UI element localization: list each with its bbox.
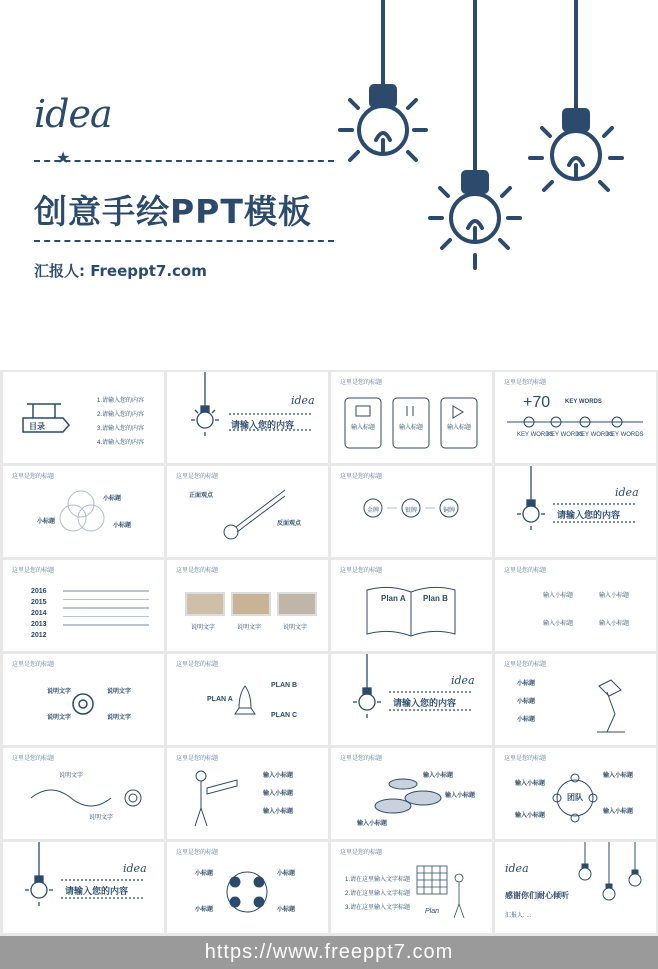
menu-item: 3.请输入您的内容 <box>97 426 145 432</box>
photo-cat-3 <box>277 592 317 616</box>
cover-slide <box>0 0 658 370</box>
keyword-title: KEY WORDS <box>565 399 602 405</box>
slide-thumb-21[interactable] <box>3 842 164 933</box>
slide-thumb-16[interactable] <box>495 654 656 745</box>
subtitle-label: 输入小标题 <box>357 821 388 827</box>
year-label: 2014 <box>31 610 47 617</box>
year-label: 2016 <box>31 588 47 595</box>
photo-caption: 说明文字 <box>237 625 262 631</box>
venn-diagram <box>3 466 164 557</box>
slide-thumb-24[interactable] <box>495 842 656 933</box>
cover-title: 创意手绘PPT模板 <box>34 192 312 231</box>
list-item: 2.请在这里输入文字标题 <box>345 891 411 897</box>
subtitle-label: 输入小标题 <box>263 809 294 815</box>
desc-label: 说明文字 <box>89 815 114 821</box>
photo-cat-1 <box>185 592 225 616</box>
keyword: KEY WORDS <box>607 432 644 438</box>
team-label: 团队 <box>567 793 583 802</box>
year-label: 2015 <box>31 599 47 606</box>
reporter-text: 汇报人: Freeppt7.com <box>34 262 207 280</box>
slide-title: 这里是您的标题 <box>176 474 219 480</box>
venn-label: 小标题 <box>113 523 132 529</box>
subtitle-label: 输入小标题 <box>603 809 634 815</box>
medal-label: 金牌 <box>367 508 380 514</box>
reporter-text: 汇报人: ... <box>505 913 532 919</box>
slide-text: 请输入您的内容 <box>231 420 295 430</box>
slide-thumb-5[interactable] <box>3 466 164 557</box>
menu-item: 2.请输入您的内容 <box>97 412 145 418</box>
slide-title: 这里是您的标题 <box>340 568 383 574</box>
slide-thumb-7[interactable] <box>331 466 492 557</box>
keyword: KEY WORDS <box>547 432 584 438</box>
plan-label: Plan <box>425 908 440 915</box>
slide-title: 这里是您的标题 <box>176 756 219 762</box>
slide-title: 这里是您的标题 <box>176 850 219 856</box>
desc-label: 说明文字 <box>47 689 72 695</box>
venn-label: 小标题 <box>103 496 122 502</box>
desc-label: 说明文字 <box>59 773 84 779</box>
slide-thumb-15[interactable] <box>331 654 492 745</box>
plan-label: Plan B <box>423 594 448 603</box>
path-target-illustration <box>3 748 164 839</box>
rocket-icon <box>167 654 328 745</box>
slide-thumb-18[interactable] <box>167 748 328 839</box>
subtitle-label: 输入小标题 <box>543 593 574 599</box>
slide-title: 这里是您的标题 <box>504 756 547 762</box>
photo-caption: 说明文字 <box>283 625 308 631</box>
subtitle-label: 小标题 <box>517 681 536 687</box>
slide-thumb-1[interactable] <box>3 372 164 463</box>
slide-thumb-10[interactable] <box>167 560 328 651</box>
subtitle-label: 输入小标题 <box>445 793 476 799</box>
slide-title: 这里是您的标题 <box>12 474 55 480</box>
slide-thumb-17[interactable] <box>3 748 164 839</box>
subtitle-label: 小标题 <box>517 699 536 705</box>
subtitle-label: 输入小标题 <box>543 621 574 627</box>
book-illustration <box>331 560 492 651</box>
subtitle-label: 输入小标题 <box>263 773 294 779</box>
viewpoint-label: 正面观点 <box>189 493 214 499</box>
year-label: 2012 <box>31 632 47 639</box>
subtitle-label: 输入小标题 <box>599 593 630 599</box>
footer-url[interactable]: https://www.freeppt7.com <box>204 941 454 963</box>
star-icon: ★ <box>56 150 71 167</box>
slide-title: 这里是您的标题 <box>12 568 55 574</box>
slide-thumb-9[interactable] <box>3 560 164 651</box>
slide-thumb-8[interactable] <box>495 466 656 557</box>
menu-item: 4.请输入您的内容 <box>97 440 145 446</box>
idea-logo: idea <box>615 486 639 499</box>
slide-title: 这里是您的标题 <box>176 568 219 574</box>
menu-label: 目录 <box>29 422 45 431</box>
plan-label: PLAN C <box>271 712 298 719</box>
subtitle-label: 小标题 <box>277 871 296 877</box>
watermark-footer <box>0 936 658 969</box>
thanks-text: 感谢你们耐心倾听 <box>505 891 569 900</box>
slide-thumb-12[interactable] <box>495 560 656 651</box>
idea-logo: idea <box>505 862 529 875</box>
plan-label: PLAN B <box>271 682 298 689</box>
subtitle-label: 输入小标题 <box>515 813 546 819</box>
desc-label: 说明文字 <box>107 715 132 721</box>
plan-label: Plan A <box>381 594 406 603</box>
slide-thumb-13[interactable] <box>3 654 164 745</box>
slide-title: 这里是您的标题 <box>12 756 55 762</box>
slide-thumb-20[interactable] <box>495 748 656 839</box>
divider-top <box>34 160 334 162</box>
slide-title: 这里是您的标题 <box>504 662 547 668</box>
globe-illustration <box>167 842 328 933</box>
slide-text: 请输入您的内容 <box>557 510 621 520</box>
slide-thumb-4[interactable] <box>495 372 656 463</box>
subtitle-label: 输入小标题 <box>263 791 294 797</box>
card-label: 输入标题 <box>399 425 424 431</box>
slide-text: 请输入您的内容 <box>65 886 129 896</box>
slide-thumb-22[interactable] <box>167 842 328 933</box>
viewpoint-label: 反面观点 <box>277 521 302 527</box>
text-lines <box>63 590 149 640</box>
venn-label: 小标题 <box>37 519 56 525</box>
subtitle-label: 小标题 <box>277 907 296 913</box>
medal-label: 银牌 <box>405 508 418 514</box>
card-label: 输入标题 <box>351 425 376 431</box>
subtitle-label: 小标题 <box>195 871 214 877</box>
subtitle-label: 输入小标题 <box>515 781 546 787</box>
year-label: 2013 <box>31 621 47 628</box>
divider-bottom <box>34 240 334 242</box>
medal-label: 铜牌 <box>443 508 456 514</box>
slide-title: 这里是您的标题 <box>340 756 383 762</box>
slide-thumb-19[interactable] <box>331 748 492 839</box>
slide-thumb-3[interactable] <box>331 372 492 463</box>
idea-logo: idea <box>291 394 315 407</box>
slide-title: 这里是您的标题 <box>176 662 219 668</box>
lightbulbs-illustration <box>320 0 640 300</box>
keyword: KEY WORDS <box>517 432 554 438</box>
desc-label: 说明文字 <box>107 689 132 695</box>
subtitle-label: 输入小标题 <box>423 773 454 779</box>
comet-illustration <box>167 466 328 557</box>
list-item: 1.请在这里输入文字标题 <box>345 877 411 883</box>
number-circles <box>495 372 656 463</box>
telescope-person-icon <box>167 748 328 839</box>
subtitle-label: 小标题 <box>517 717 536 723</box>
desc-label: 说明文字 <box>47 715 72 721</box>
gear-icon <box>3 654 164 745</box>
slide-title: 这里是您的标题 <box>340 474 383 480</box>
grid-person-illustration <box>331 842 492 933</box>
slide-thumb-23[interactable] <box>331 842 492 933</box>
cards-illustration <box>331 372 492 463</box>
slide-title: 这里是您的标题 <box>340 850 383 856</box>
slide-title: 这里是您的标题 <box>504 380 547 386</box>
menu-item: 1.请输入您的内容 <box>97 398 145 404</box>
idea-logo: idea <box>451 674 475 687</box>
idea-logo: idea <box>34 92 112 136</box>
keyword: KEY WORDS <box>577 432 614 438</box>
photo-caption: 说明文字 <box>191 625 216 631</box>
slide-title: 这里是您的标题 <box>340 380 383 386</box>
slide-title: 这里是您的标题 <box>12 662 55 668</box>
idea-logo: idea <box>123 862 147 875</box>
subtitle-label: 输入小标题 <box>603 773 634 779</box>
slide-title: 这里是您的标题 <box>504 568 547 574</box>
card-label: 输入标题 <box>447 425 472 431</box>
lightbulbs-icon <box>495 842 656 933</box>
photo-cat-2 <box>231 592 271 616</box>
slide-thumb-6[interactable] <box>167 466 328 557</box>
slide-thumb-14[interactable] <box>167 654 328 745</box>
subtitle-label: 输入小标题 <box>599 621 630 627</box>
slide-thumb-11[interactable] <box>331 560 492 651</box>
list-item: 3.请在这里输入文字标题 <box>345 905 411 911</box>
slide-text: 请输入您的内容 <box>393 698 457 708</box>
subtitle-label: 小标题 <box>195 907 214 913</box>
slide-thumb-2[interactable] <box>167 372 328 463</box>
big-number: +70 <box>523 394 551 411</box>
plan-label: PLAN A <box>207 696 233 703</box>
